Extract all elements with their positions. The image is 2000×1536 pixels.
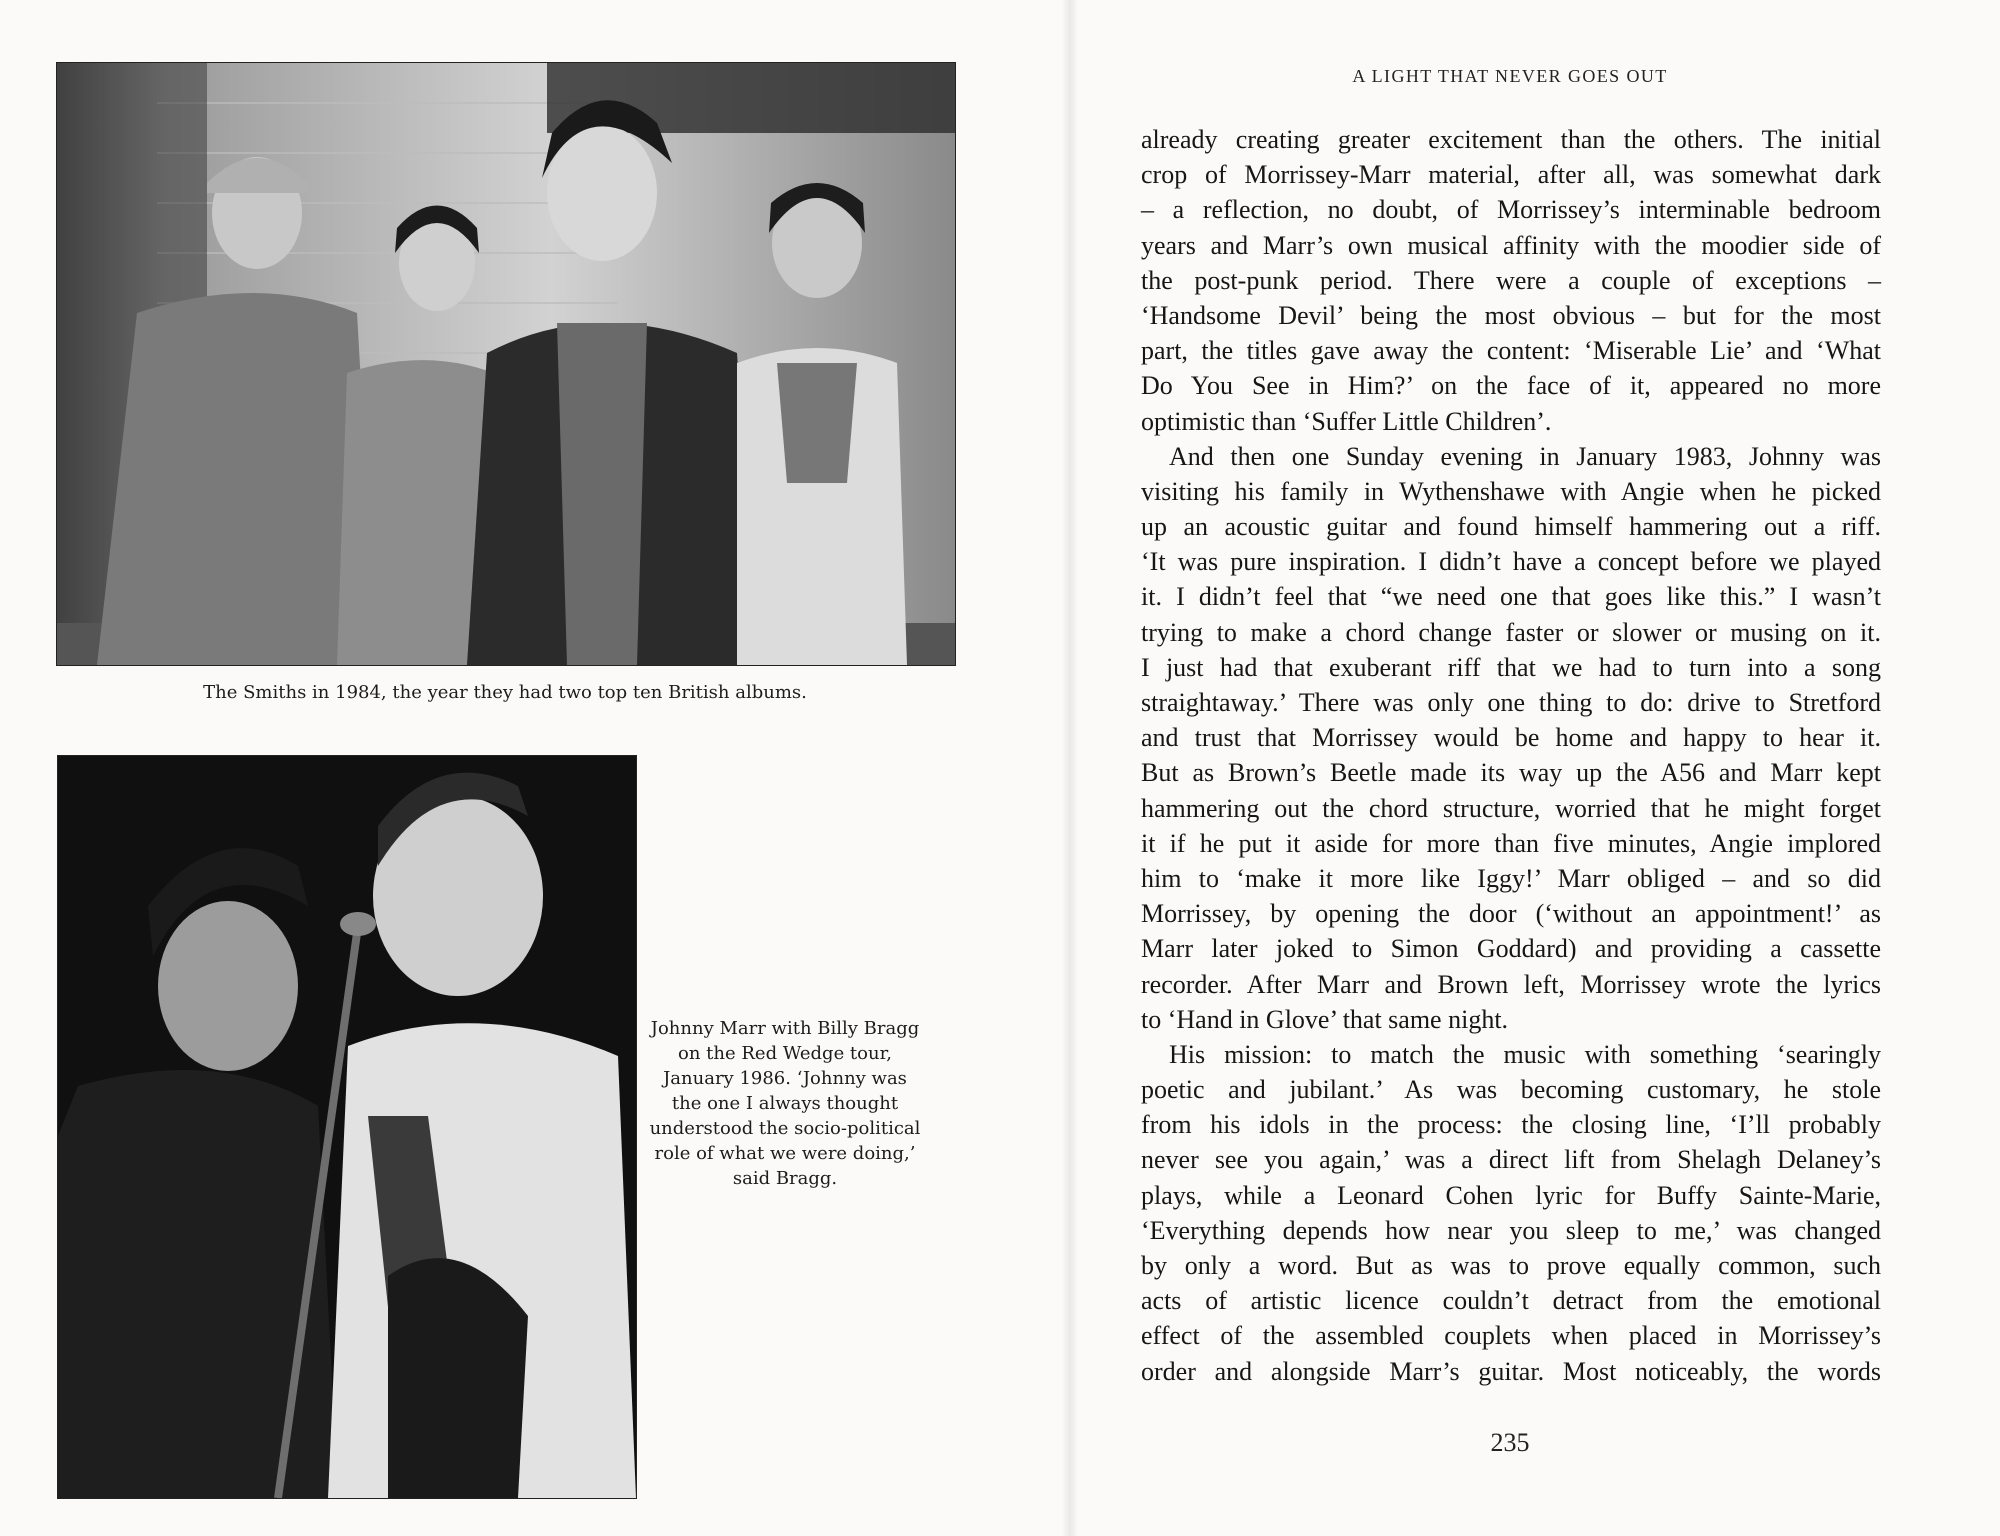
caption-line: Johnny Marr with Billy Bragg	[650, 1018, 920, 1039]
caption-line: said Bragg.	[732, 1168, 838, 1189]
text-line: His mission: to match the music with something ‘searingly	[1169, 1039, 1881, 1069]
page-number: 235	[1490, 1428, 1530, 1457]
text-line: never see you again,’ was a direct lift from Shelagh Delaney’s	[1141, 1145, 1881, 1175]
text-line: hammering out the chord structure, worried that he might forget	[1141, 793, 1881, 823]
text-line: from his idols in the process: the closing line, ‘I’ll probably	[1141, 1110, 1881, 1140]
text-line: part, the titles gave away the content: ‘Miserable Lie’ and ‘What	[1141, 336, 1881, 366]
caption-line: January 1986. ‘Johnny was	[663, 1068, 907, 1089]
text-line: visiting his family in Wythenshawe with Angie when he picked	[1141, 476, 1881, 506]
text-line: ‘Everything depends how near you sleep to me,’ was changed	[1141, 1215, 1881, 1245]
text-line: – a reflection, no doubt, of Morrissey’s interminable bedroom	[1141, 195, 1881, 225]
text-line: I just had that exuberant riff that we had to turn into a song	[1141, 652, 1881, 682]
text-line: trying to make a chord change faster or slower or musing on it.	[1141, 617, 1881, 647]
live-performance-photo	[57, 755, 637, 1499]
text-line: to ‘Hand in Glove’ that same night.	[1141, 1004, 1509, 1034]
live-performance-image	[58, 756, 636, 1498]
text-line: and trust that Morrissey would be home and happy to hear it.	[1141, 723, 1881, 753]
running-head: A LIGHT THAT NEVER GOES OUT	[1352, 66, 1668, 86]
text-line: poetic and jubilant.’ As was becoming customary, he stole	[1141, 1075, 1881, 1105]
text-line: up an acoustic guitar and found himself hammering out a riff.	[1141, 512, 1881, 542]
text-line: ‘Handsome Devil’ being the most obvious – but for the most	[1141, 300, 1881, 330]
live-performance-caption	[645, 1016, 925, 1191]
text-line: by only a word. But as was to prove equally common, such	[1141, 1251, 1881, 1280]
band-portrait-caption: The Smiths in 1984, the year they had two top ten British albums.	[203, 682, 807, 703]
text-line: Marr later joked to Simon Goddard) and providing a cassette	[1141, 934, 1881, 964]
text-line: Do You See in Him?’ on the face of it, appeared no more	[1141, 371, 1881, 401]
caption-line: on the Red Wedge tour,	[678, 1043, 892, 1064]
text-line: But as Brown’s Beetle made its way up the A56 and Marr kept	[1141, 758, 1881, 788]
text-line: plays, while a Leonard Cohen lyric for Buffy Sainte-Marie,	[1141, 1180, 1881, 1210]
caption-line: the one I always thought	[671, 1093, 899, 1114]
text-line: him to ‘make it more like Iggy!’ Marr obliged – and so did	[1141, 863, 1881, 893]
book-gutter	[1062, 0, 1078, 1536]
text-line: straightaway.’ There was only one thing to do: drive to Stretford	[1141, 688, 1881, 717]
text-line: recorder. After Marr and Brown left, Morrissey wrote the lyrics	[1141, 969, 1881, 999]
text-line: order and alongside Marr’s guitar. Most noticeably, the words	[1141, 1356, 1881, 1386]
text-line: effect of the assembled couplets when placed in Morrissey’s	[1141, 1321, 1881, 1351]
band-portrait-image	[57, 63, 955, 665]
text-line: optimistic than ‘Suffer Little Children’.	[1141, 406, 1552, 436]
caption-line: role of what we were doing,’	[654, 1143, 916, 1164]
text-line: it. I didn’t feel that “we need one that goes like this.” I wasn’t	[1141, 582, 1881, 612]
text-line: And then one Sunday evening in January 1983, Johnny was	[1169, 441, 1881, 471]
text-line: the post-punk period. There were a couple of exceptions –	[1141, 265, 1881, 295]
text-line: it if he put it aside for more than five minutes, Angie implored	[1141, 828, 1881, 858]
caption-line: understood the socio-political	[649, 1118, 921, 1139]
text-line: crop of Morrissey-Marr material, after all, was somewhat dark	[1141, 160, 1881, 190]
body-text	[1141, 122, 1881, 1389]
text-line: already creating greater excitement than the others. The initial	[1141, 125, 1881, 154]
text-line: acts of artistic licence couldn’t detract from the emotional	[1141, 1286, 1881, 1316]
text-line: Morrissey, by opening the door (‘without an appointment!’ as	[1141, 899, 1881, 929]
text-line: years and Marr’s own musical affinity with the moodier side of	[1141, 230, 1881, 260]
text-line: ‘It was pure inspiration. I didn’t have a concept before we played	[1141, 547, 1881, 577]
band-portrait-photo	[56, 62, 956, 666]
